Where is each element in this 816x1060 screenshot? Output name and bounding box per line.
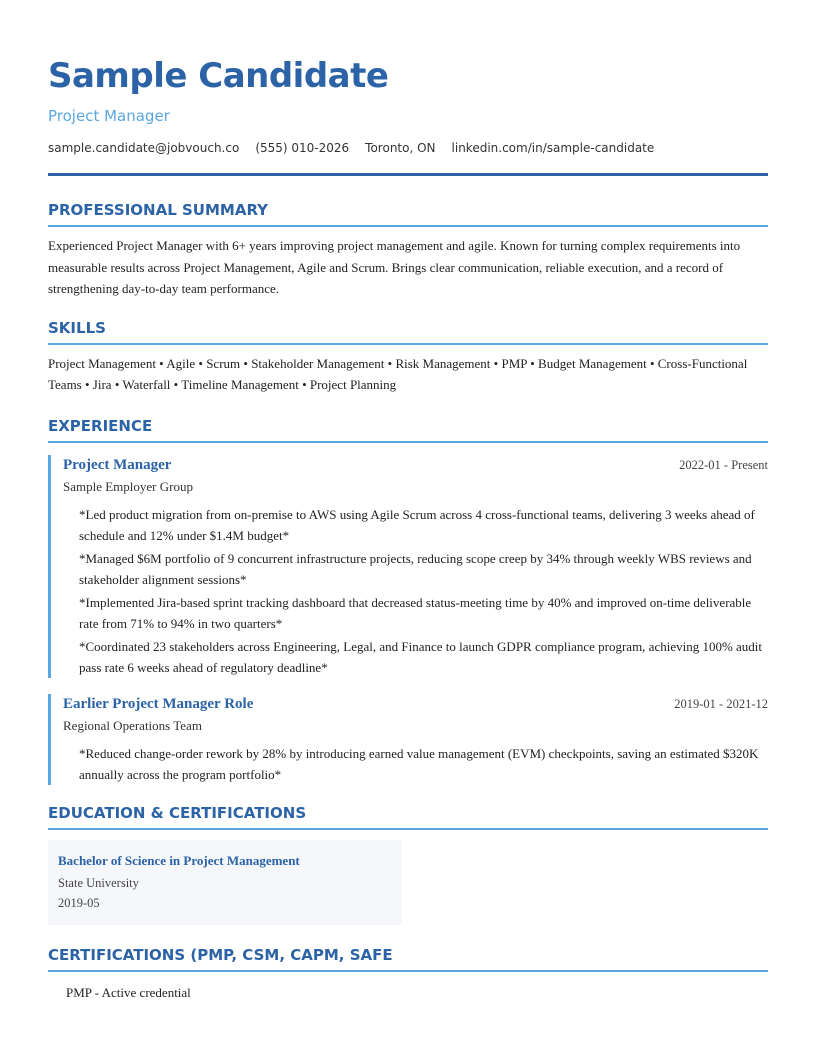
summary-text: Experienced Project Manager with 6+ years improving project management and agile. Known for turning complex requirements into measurable results across Project Management, Agile and Scrum. Brings clear communication, reliable execution, and a record of strengthening day-to-day team performance. xyxy=(48,238,741,296)
job-bullets xyxy=(63,504,768,678)
candidate-role: Project Manager xyxy=(48,107,170,125)
job-title: Earlier Project Manager Role xyxy=(63,695,254,712)
contact-phone: (555) 010-2026 xyxy=(255,141,350,155)
job-bullets xyxy=(63,743,768,785)
education-section xyxy=(48,803,768,925)
education-school: State University xyxy=(58,875,139,890)
certification-item: PMP - Active credential xyxy=(66,984,191,1000)
job-bullet: *Managed $6M portfolio of 9 concurrent infrastructure projects, reducing scope creep by 34% through weekly WBS reviews and stakeholder alignment sessions* xyxy=(79,550,752,587)
summary-title: PROFESSIONAL SUMMARY xyxy=(48,200,768,227)
candidate-name: Sample Candidate xyxy=(48,56,389,96)
job-title: Project Manager xyxy=(63,456,172,473)
job-entry xyxy=(48,694,768,785)
contact-email[interactable]: sample.candidate@jobvouch.co xyxy=(48,141,240,155)
skills-title: SKILLS xyxy=(48,318,768,345)
job-bullet: *Reduced change-order rework by 28% by introducing earned value management (EVM) checkpoints, saving an estimated $320K annually across the program portfolio* xyxy=(79,745,759,782)
contact-line xyxy=(48,140,768,156)
job-entry xyxy=(48,455,768,678)
skills-section xyxy=(48,318,768,396)
job-dates: 2022-01 - Present xyxy=(679,457,768,472)
skills-text: Project Management • Agile • Scrum • Stakeholder Management • Risk Management • PMP • Budget Management • Cross-Functional Teams • Jira • Waterfall • Timeline Management • Project Planning xyxy=(48,355,748,392)
education-title: EDUCATION & CERTIFICATIONS xyxy=(48,803,768,830)
contact-location: Toronto, ON xyxy=(365,141,436,155)
education-card xyxy=(48,840,402,925)
summary-section xyxy=(48,200,768,300)
certifications-title: CERTIFICATIONS (PMP, CSM, CAPM, SAFE xyxy=(48,945,768,972)
experience-title: EXPERIENCE xyxy=(48,416,768,443)
experience-section xyxy=(48,416,768,785)
job-dates: 2019-01 - 2021-12 xyxy=(674,696,768,711)
job-org: Sample Employer Group xyxy=(63,478,193,494)
education-date: 2019-05 xyxy=(58,895,100,910)
education-degree: Bachelor of Science in Project Management xyxy=(58,852,300,868)
job-org: Regional Operations Team xyxy=(63,717,202,733)
job-bullet: *Led product migration from on-premise to AWS using Agile Scrum across 4 cross-functional teams, delivering 3 weeks ahead of schedule and 12% under $1.4M budget* xyxy=(79,506,755,543)
header-divider xyxy=(48,173,768,176)
certifications-section xyxy=(48,945,768,1002)
job-bullet: *Implemented Jira-based sprint tracking dashboard that decreased status-meeting time by 40% and improved on-time deliverable rate from 71% to 94% in two quarters* xyxy=(79,594,752,631)
contact-linkedin[interactable]: linkedin.com/in/sample-candidate xyxy=(451,141,655,155)
job-bullet: *Coordinated 23 stakeholders across Engineering, Legal, and Finance to launch GDPR compliance program, achieving 100% audit pass rate 6 weeks ahead of regulatory deadline* xyxy=(79,638,763,675)
